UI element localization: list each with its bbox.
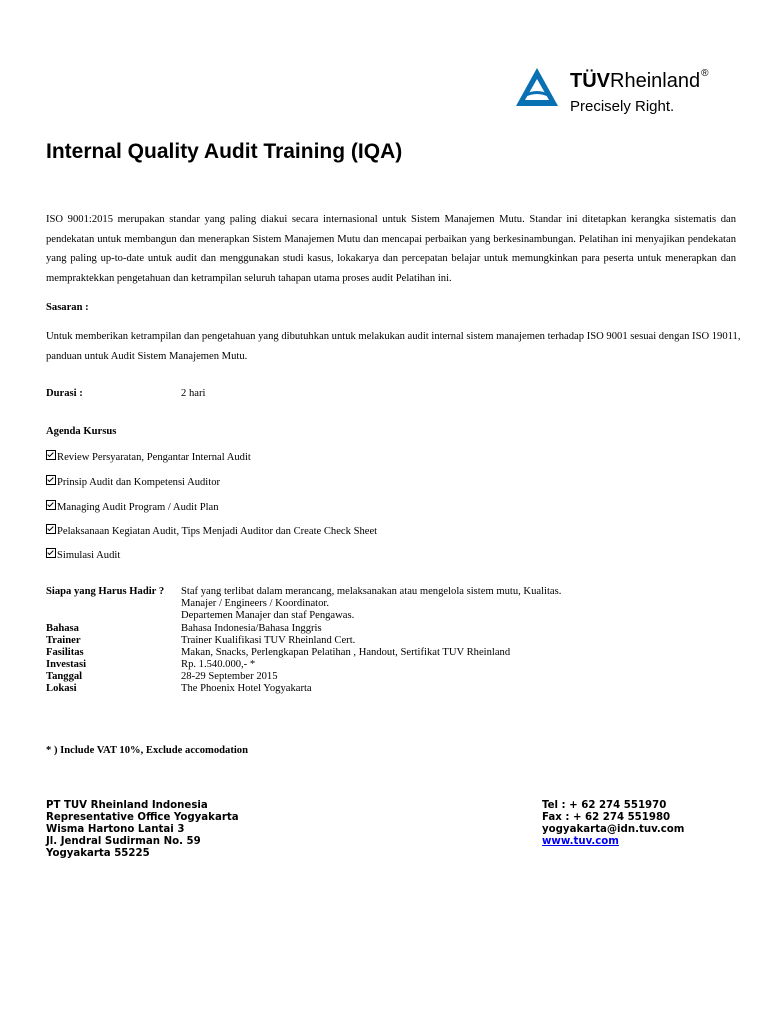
page-title: Internal Quality Audit Training (IQA) (46, 140, 403, 163)
trainer-value: Trainer Kualifikasi TUV Rheinland Cert. (181, 635, 356, 646)
footer-address (46, 800, 239, 860)
agenda-item: Simulasi Audit (46, 548, 120, 561)
address-line: Wisma Hartono Lantai 3 (46, 824, 185, 836)
agenda-heading: Agenda Kursus (46, 426, 117, 437)
lokasi-label: Lokasi (46, 683, 77, 694)
investasi-label: Investasi (46, 659, 87, 670)
checkbox-checked-icon (46, 475, 56, 485)
checkbox-checked-icon (46, 500, 56, 510)
sasaran-text: Untuk memberikan ketrampilan dan pengetahuan yang dibutuhkan untuk melakukan audit internal sistem manajemen terhadap ISO 9001 sesuai dengan ISO 19011, panduan untuk Audit Sistem Manajemen Mutu. (46, 331, 741, 362)
siapa-line: Manajer / Engineers / Koordinator. (181, 598, 329, 609)
fasilitas-label: Fasilitas (46, 647, 84, 658)
agenda-item: Prinsip Audit dan Kompetensi Auditor (46, 475, 220, 488)
footer-contact (542, 800, 684, 848)
fax-number: Fax : + 62 274 551980 (542, 812, 671, 824)
checkbox-checked-icon (46, 548, 56, 558)
address-line: Jl. Jendral Sudirman No. 59 (46, 836, 201, 848)
checkbox-checked-icon (46, 524, 56, 534)
address-line: Representative Office Yogyakarta (46, 812, 239, 824)
email-address: yogyakarta@idn.tuv.com (542, 824, 685, 836)
website-link[interactable]: www.tuv.com (542, 836, 619, 848)
logo-brand: TÜVRheinland® (570, 68, 709, 92)
durasi-value: 2 hari (181, 388, 206, 399)
trainer-label: Trainer (46, 635, 81, 646)
tanggal-value: 28-29 September 2015 (181, 671, 278, 682)
investasi-value: Rp. 1.540.000,- * (181, 659, 256, 670)
triangle-logo-icon (514, 66, 560, 108)
agenda-item: Pelaksanaan Kegiatan Audit, Tips Menjadi Auditor dan Create Check Sheet (46, 524, 377, 537)
siapa-line: Departemen Manajer dan staf Pengawas. (181, 610, 355, 621)
durasi-label: Durasi : (46, 388, 83, 399)
agenda-item: Managing Audit Program / Audit Plan (46, 500, 219, 513)
phone-number: Tel : + 62 274 551970 (542, 800, 667, 811)
tanggal-label: Tanggal (46, 671, 83, 682)
checkbox-checked-icon (46, 450, 56, 460)
lokasi-value: The Phoenix Hotel Yogyakarta (181, 683, 312, 694)
company-logo (514, 64, 729, 122)
agenda-item: Review Persyaratan, Pengantar Internal Audit (46, 450, 251, 463)
bahasa-label: Bahasa (46, 623, 79, 634)
siapa-label: Siapa yang Harus Hadir ? (46, 586, 165, 597)
address-line: PT TUV Rheinland Indonesia (46, 800, 208, 811)
siapa-line: Staf yang terlibat dalam merancang, melaksanakan atau mengelola sistem mutu, Kualitas. (181, 586, 562, 597)
vat-note: * ) Include VAT 10%, Exclude accomodation (46, 745, 248, 756)
logo-tagline: Precisely Right. (570, 98, 675, 115)
fasilitas-value: Makan, Snacks, Perlengkapan Pelatihan , Handout, Sertifikat TUV Rheinland (181, 647, 511, 658)
intro-paragraph: ISO 9001:2015 merupakan standar yang paling diakui secara internasional untuk Sistem Manajemen Mutu. Standar ini ditetapkan kerangka sistematis dan pendekatan untuk membangun dan menerapkan Sistem Manajemen Mutu dan mencapai perbaikan yang berkesinambungan. Pelatihan ini menyajikan pendekatan yang paling up-to-date untuk audit dan menggunakan studi kasus, lokakarya dan percepatan belajar untuk memungkinkan para peserta untuk menerapkan dan mempraktekkan pengetahuan dan ketrampilan seluruh tahapan utama proses audit Pelatihan ini. (46, 214, 736, 284)
bahasa-value: Bahasa Indonesia/Bahasa Inggris (181, 623, 322, 634)
address-line: Yogyakarta 55225 (46, 848, 150, 860)
sasaran-heading: Sasaran : (46, 302, 89, 313)
